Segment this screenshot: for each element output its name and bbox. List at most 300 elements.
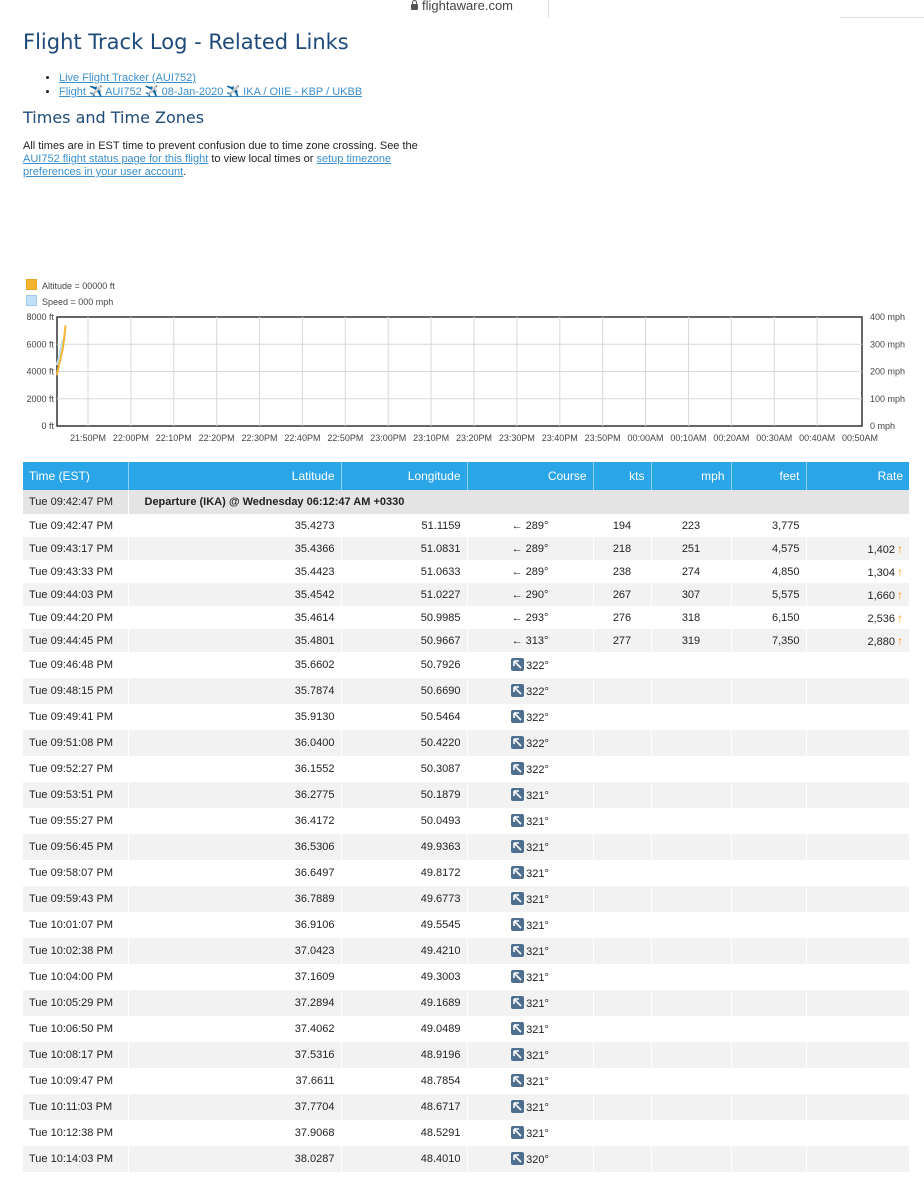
col-course[interactable]: Course: [467, 462, 593, 490]
cell-mph: [651, 1042, 731, 1068]
cell-mph: [651, 782, 731, 808]
course-arrow-icon: [511, 1100, 524, 1113]
cell-rate: [806, 514, 909, 537]
cell-longitude-value: 51.1159: [421, 519, 461, 532]
cell-longitude: [341, 912, 467, 938]
flight-link[interactable]: Flight ✈️ AUI752 ✈️ 08-Jan-2020 ✈️ IKA / OIIE - KBP / UKBB: [59, 86, 363, 98]
altitude-point: [63, 341, 65, 343]
table-row: [23, 1094, 909, 1120]
x-tick-label: 21:50PM: [69, 433, 107, 443]
speed-swatch: [26, 295, 37, 306]
cell-time: [23, 560, 128, 583]
cell-rate: [806, 678, 909, 704]
cell-mph: [651, 537, 731, 560]
cell-time: [23, 678, 128, 704]
cell-longitude: [341, 560, 467, 583]
cell-longitude: [341, 990, 467, 1016]
cell-longitude-value: 51.0227: [420, 588, 461, 601]
course-arrow-icon: [511, 710, 524, 723]
url-display[interactable]: [0, 0, 924, 13]
cell-kts: [593, 606, 651, 629]
course-arrow-icon: [511, 866, 524, 879]
cell-time: [23, 860, 128, 886]
course-arrow-icon: [511, 970, 524, 983]
cell-longitude-value: 50.4220: [420, 737, 461, 749]
course-arrow-icon: [511, 918, 524, 931]
course-arrow-icon: [511, 1126, 524, 1139]
course-arrow-icon: [511, 814, 524, 827]
cell-longitude-value: 49.9363: [420, 841, 461, 853]
cell-mph: [651, 1068, 731, 1094]
cell-mph: [651, 629, 731, 652]
y-left-tick-label: 2000 ft: [26, 393, 54, 404]
cell-time: [23, 704, 128, 730]
cell-course-value: ← 293°: [511, 611, 549, 624]
cell-latitude-value: 35.7874: [294, 685, 335, 697]
cell-course-value: 321°: [526, 998, 549, 1010]
x-tick-label: 00:20AM: [713, 433, 750, 443]
timezone-preferences-link[interactable]: setup timezone preferences in your user account: [23, 153, 392, 178]
cell-time: [23, 912, 128, 938]
course-arrow-icon: [511, 658, 524, 671]
cell-course-value: 321°: [526, 946, 549, 958]
y-right-tick-label: 400 mph: [870, 312, 906, 322]
cell-kts: [593, 678, 651, 704]
live-flight-tracker-link[interactable]: Live Flight Tracker (AUI752): [59, 72, 196, 84]
table-row: [23, 652, 909, 678]
cell-mph: [651, 938, 731, 964]
track-log-table: [23, 462, 909, 1172]
browser-url-bar[interactable]: [0, 0, 924, 18]
cell-kts: [593, 560, 651, 583]
cell-time: [23, 782, 128, 808]
col-kts[interactable]: kts: [593, 462, 651, 490]
cell-time-value: Tue 09:43:17 PM: [29, 542, 113, 555]
cell-feet: [731, 860, 806, 886]
cell-time-value: Tue 09:42:47 PM: [29, 519, 113, 532]
cell-time-value: Tue 09:44:20 PM: [29, 611, 113, 624]
table-row: [23, 886, 909, 912]
cell-longitude-value: 49.1689: [420, 997, 461, 1009]
table-row: [23, 606, 909, 629]
cell-time: [23, 514, 128, 537]
cell-kts: [593, 782, 651, 808]
list-item: [59, 85, 362, 99]
cell-kts: [593, 808, 651, 834]
col-time[interactable]: Time (EST): [23, 462, 128, 490]
x-tick-label: 22:30PM: [241, 433, 278, 443]
cell-time-value: Tue 09:51:08 PM: [29, 737, 113, 749]
cell-kts: [593, 1120, 651, 1146]
cell-latitude: [128, 537, 341, 560]
table-row: [23, 860, 909, 886]
cell-longitude: [341, 730, 467, 756]
cell-feet: [731, 1016, 806, 1042]
cell-latitude: [128, 808, 341, 834]
cell-latitude-value: 35.4542: [294, 588, 335, 601]
cell-latitude-value: 35.4366: [294, 542, 335, 555]
y-left-tick-label: 4000 ft: [26, 366, 54, 377]
cell-course-value: ← 313°: [511, 634, 549, 647]
col-feet[interactable]: feet: [731, 462, 806, 490]
table-row: [23, 1146, 909, 1172]
x-tick-label: 23:40PM: [541, 433, 578, 443]
cell-latitude-value: 37.9068: [294, 1127, 335, 1139]
cell-time-value: Tue 10:12:38 PM: [29, 1127, 113, 1139]
cell-kts: [593, 583, 651, 606]
cell-longitude-value: 50.0493: [420, 815, 461, 827]
table-row: [23, 704, 909, 730]
departure-event-text: Departure (IKA) @ Wednesday 06:12:47 AM +0330: [144, 496, 405, 508]
cell-course: [467, 537, 593, 560]
cell-longitude: [341, 537, 467, 560]
cell-time: [23, 964, 128, 990]
cell-longitude: [341, 886, 467, 912]
cell-latitude: [128, 1042, 341, 1068]
course-arrow-icon: [511, 944, 524, 957]
col-latitude[interactable]: Latitude: [128, 462, 341, 490]
course-arrow-icon: [511, 684, 524, 697]
cell-course: [467, 730, 593, 756]
cell-time-value: Tue 09:44:03 PM: [29, 588, 113, 601]
cell-latitude-value: 36.9106: [294, 919, 335, 931]
cell-longitude-value: 49.3003: [420, 971, 461, 983]
y-right-tick-label: 300 mph: [870, 339, 906, 350]
cell-rate: [806, 860, 909, 886]
cell-mph: [651, 964, 731, 990]
cell-latitude-value: 36.4172: [294, 815, 335, 827]
table-row: [23, 912, 909, 938]
cell-latitude-value: 37.4062: [294, 1023, 335, 1035]
section-heading-timezones: Times and Time Zones: [23, 108, 205, 127]
cell-course: [467, 1016, 593, 1042]
cell-time-value: Tue 10:01:07 PM: [29, 919, 113, 931]
y-left-tick-label: 6000 ft: [26, 339, 54, 350]
altitude-point: [62, 349, 64, 351]
table-row: [23, 834, 909, 860]
cell-time: [23, 990, 128, 1016]
cell-kts: [593, 1146, 651, 1172]
cell-time-value: Tue 10:06:50 PM: [29, 1023, 113, 1035]
cell-feet-value: 4,575: [771, 542, 800, 555]
col-longitude[interactable]: Longitude: [341, 462, 467, 490]
cell-longitude-value: 48.7854: [420, 1075, 461, 1087]
cell-rate: [806, 1016, 909, 1042]
cell-course-value: 321°: [526, 842, 549, 854]
cell-rate: [806, 886, 909, 912]
cell-mph-value: 274: [681, 565, 701, 578]
cell-course-value: ← 289°: [511, 542, 549, 555]
table-row: [23, 1042, 909, 1068]
cell-feet: [731, 1042, 806, 1068]
table-row: [23, 964, 909, 990]
cell-latitude: [128, 583, 341, 606]
cell-longitude: [341, 704, 467, 730]
x-tick-label: 00:50AM: [841, 433, 879, 443]
cell-rate: [806, 964, 909, 990]
cell-rate-value: 2,880: [867, 635, 895, 648]
cell-longitude-value: 49.4210: [420, 945, 461, 957]
x-tick-label: 23:50PM: [584, 433, 621, 443]
cell-time: [23, 629, 128, 652]
table-row: [23, 1120, 909, 1146]
cell-latitude-value: 36.1552: [294, 763, 335, 775]
course-arrow-icon: [511, 1074, 524, 1087]
cell-mph: [651, 1094, 731, 1120]
cell-latitude: [128, 1068, 341, 1094]
cell-course: [467, 860, 593, 886]
course-arrow-icon: [511, 892, 524, 905]
cell-course-value: 321°: [526, 1024, 549, 1036]
cell-kts-value: 238: [612, 565, 632, 578]
cell-latitude-value: 37.2894: [294, 997, 335, 1009]
cell-course: [467, 912, 593, 938]
cell-longitude: [341, 514, 467, 537]
cell-rate: [806, 704, 909, 730]
tz-text: All times are in EST time to prevent confusion due to time zone crossing. See the: [23, 140, 418, 152]
cell-mph: [651, 808, 731, 834]
cell-time: [23, 756, 128, 782]
cell-feet: [731, 886, 806, 912]
cell-latitude: [128, 834, 341, 860]
table-header-row: [23, 462, 909, 490]
tz-text: to view local times or: [208, 153, 317, 165]
cell-kts: [593, 652, 651, 678]
list-item: [59, 71, 362, 85]
cell-time: [23, 938, 128, 964]
cell-time-value: Tue 09:59:43 PM: [29, 893, 113, 905]
col-mph[interactable]: mph: [651, 462, 731, 490]
cell-longitude-value: 49.6773: [420, 893, 461, 905]
cell-time-value: Tue 09:44:45 PM: [29, 634, 113, 647]
cell-feet: [731, 704, 806, 730]
cell-kts-value: 267: [612, 588, 632, 601]
cell-course: [467, 606, 593, 629]
cell-course-value: 322°: [526, 686, 549, 698]
cell-course: [467, 1068, 593, 1094]
cell-feet: [731, 678, 806, 704]
climb-arrow-icon: ↑: [897, 564, 903, 579]
cell-feet: [731, 964, 806, 990]
cell-longitude: [341, 938, 467, 964]
cell-time-value: Tue 09:49:41 PM: [29, 711, 113, 723]
cell-kts: [593, 886, 651, 912]
cell-time-value: Tue 10:05:29 PM: [29, 997, 113, 1009]
x-tick-label: 22:50PM: [327, 433, 364, 443]
cell-course-value: ← 289°: [511, 565, 549, 578]
cell-kts-value: 276: [612, 611, 632, 624]
cell-latitude: [128, 1016, 341, 1042]
course-arrow-icon: [511, 1022, 524, 1035]
cell-rate-value: 2,536: [867, 612, 895, 625]
x-tick-label: 23:20PM: [455, 433, 493, 443]
course-arrow-icon: [511, 788, 524, 801]
cell-course-value: 321°: [526, 790, 549, 802]
cell-latitude: [128, 629, 341, 652]
table-row: [23, 629, 909, 652]
divider: [548, 0, 549, 18]
legend-speed-label: Speed = 000 mph: [42, 297, 114, 307]
cell-mph-value: 319: [681, 634, 701, 647]
cell-kts: [593, 1094, 651, 1120]
cell-rate: [806, 1120, 909, 1146]
cell-feet: [731, 652, 806, 678]
page-title: Flight Track Log - Related Links: [23, 30, 349, 54]
cell-rate: [806, 730, 909, 756]
cell-kts: [593, 834, 651, 860]
cell-mph: [651, 912, 731, 938]
table-row: [23, 514, 909, 537]
cell-latitude: [128, 964, 341, 990]
cell-kts: [593, 629, 651, 652]
cell-latitude: [128, 606, 341, 629]
course-arrow-icon: [511, 1048, 524, 1061]
cell-kts-value: 194: [612, 519, 632, 532]
cell-course: [467, 756, 593, 782]
cell-latitude: [128, 912, 341, 938]
cell-longitude-value: 48.4010: [420, 1153, 461, 1165]
cell-mph: [651, 1016, 731, 1042]
cell-kts: [593, 860, 651, 886]
table-row: [23, 756, 909, 782]
cell-latitude-value: 37.6611: [295, 1075, 335, 1087]
y-left-tick-label: 8000 ft: [26, 312, 54, 322]
cell-longitude-value: 51.0831: [420, 542, 461, 555]
cell-latitude-value: 37.1609: [294, 971, 335, 983]
cell-course: [467, 808, 593, 834]
legend-altitude-label: Altitude = 00000 ft: [42, 281, 115, 291]
cell-latitude: [128, 938, 341, 964]
cell-mph-value: 318: [681, 611, 701, 624]
course-arrow-icon: [511, 762, 524, 775]
cell-latitude: [128, 704, 341, 730]
cell-course: [467, 1094, 593, 1120]
cell-longitude-value: 50.3087: [420, 763, 461, 775]
cell-course-value: 321°: [526, 868, 549, 880]
cell-latitude: [128, 652, 341, 678]
cell-time: [23, 1120, 128, 1146]
cell-mph: [651, 834, 731, 860]
cell-course: [467, 583, 593, 606]
cell-time-value: Tue 10:09:47 PM: [29, 1075, 113, 1087]
y-right-tick-label: 200 mph: [870, 366, 906, 377]
cell-course-value: 321°: [526, 1102, 549, 1114]
timezone-description: [23, 140, 443, 179]
cell-latitude-value: 35.4801: [294, 634, 335, 647]
cell-kts: [593, 990, 651, 1016]
col-rate[interactable]: Rate: [806, 462, 909, 490]
departure-event: [128, 490, 909, 514]
altitude-point: [56, 374, 58, 376]
y-right-tick-label: 100 mph: [870, 393, 906, 404]
table-row: [23, 782, 909, 808]
cell-time: [23, 1068, 128, 1094]
cell-course-value: 321°: [526, 920, 549, 932]
cell-course: [467, 990, 593, 1016]
cell-latitude-value: 38.0287: [294, 1153, 335, 1165]
cell-course: [467, 886, 593, 912]
cell-rate: [806, 1068, 909, 1094]
cell-latitude: [128, 560, 341, 583]
cell-longitude-value: 49.0489: [420, 1023, 461, 1035]
cell-course: [467, 514, 593, 537]
cell-time: [23, 1042, 128, 1068]
cell-course-value: ← 289°: [511, 519, 549, 532]
altitude-speed-chart: [0, 306, 924, 451]
x-tick-label: 00:00AM: [627, 433, 664, 443]
cell-mph: [651, 756, 731, 782]
cell-course: [467, 782, 593, 808]
cell-latitude: [128, 1146, 341, 1172]
x-tick-label: 22:10PM: [155, 433, 192, 443]
cell-latitude: [128, 514, 341, 537]
cell-rate: [806, 560, 909, 583]
cell-course-value: 322°: [526, 738, 549, 750]
cell-longitude: [341, 678, 467, 704]
cell-time: [23, 730, 128, 756]
cell-latitude-value: 35.4423: [294, 565, 335, 578]
cell-rate: [806, 1094, 909, 1120]
cell-latitude: [128, 756, 341, 782]
cell-course: [467, 652, 593, 678]
cell-longitude: [341, 808, 467, 834]
cell-course-value: 322°: [526, 712, 549, 724]
cell-time-value: Tue 09:53:51 PM: [29, 789, 113, 801]
x-tick-label: 23:30PM: [498, 433, 535, 443]
cell-feet: [731, 514, 806, 537]
departure-time: Tue 09:42:47 PM: [23, 490, 128, 514]
flight-status-link[interactable]: AUI752 flight status page for this flight: [23, 153, 209, 165]
cell-latitude: [128, 782, 341, 808]
table-row: [23, 1068, 909, 1094]
cell-course-value: 320°: [526, 1154, 549, 1166]
cell-longitude-value: 48.5291: [420, 1127, 461, 1139]
cell-course: [467, 834, 593, 860]
legend-altitude[interactable]: [26, 279, 115, 291]
course-arrow-icon: [511, 840, 524, 853]
cell-feet: [731, 1094, 806, 1120]
cell-feet: [731, 1146, 806, 1172]
table-row: [23, 583, 909, 606]
cell-feet: [731, 1068, 806, 1094]
cell-feet-value: 3,775: [771, 519, 800, 532]
x-tick-label: 22:00PM: [112, 433, 149, 443]
altitude-point: [58, 363, 60, 365]
lock-icon: [411, 4, 418, 10]
cell-course-value: 321°: [526, 816, 549, 828]
cell-feet: [731, 1120, 806, 1146]
cell-longitude-value: 50.7926: [420, 659, 461, 671]
cell-kts: [593, 756, 651, 782]
cell-kts: [593, 1068, 651, 1094]
table-row: [23, 938, 909, 964]
cell-rate: [806, 938, 909, 964]
cell-feet: [731, 583, 806, 606]
cell-mph: [651, 860, 731, 886]
cell-longitude: [341, 1042, 467, 1068]
cell-time-value: Tue 10:04:00 PM: [29, 971, 113, 983]
cell-latitude-value: 36.0400: [294, 737, 335, 749]
course-arrow-icon: [511, 1152, 524, 1165]
cell-mph: [651, 583, 731, 606]
x-tick-label: 00:10AM: [670, 433, 707, 443]
cell-rate: [806, 912, 909, 938]
x-tick-label: 22:20PM: [198, 433, 235, 443]
cell-mph-value: 223: [681, 519, 701, 532]
cell-latitude-value: 37.0423: [294, 945, 335, 957]
cell-latitude: [128, 1094, 341, 1120]
cell-time: [23, 834, 128, 860]
